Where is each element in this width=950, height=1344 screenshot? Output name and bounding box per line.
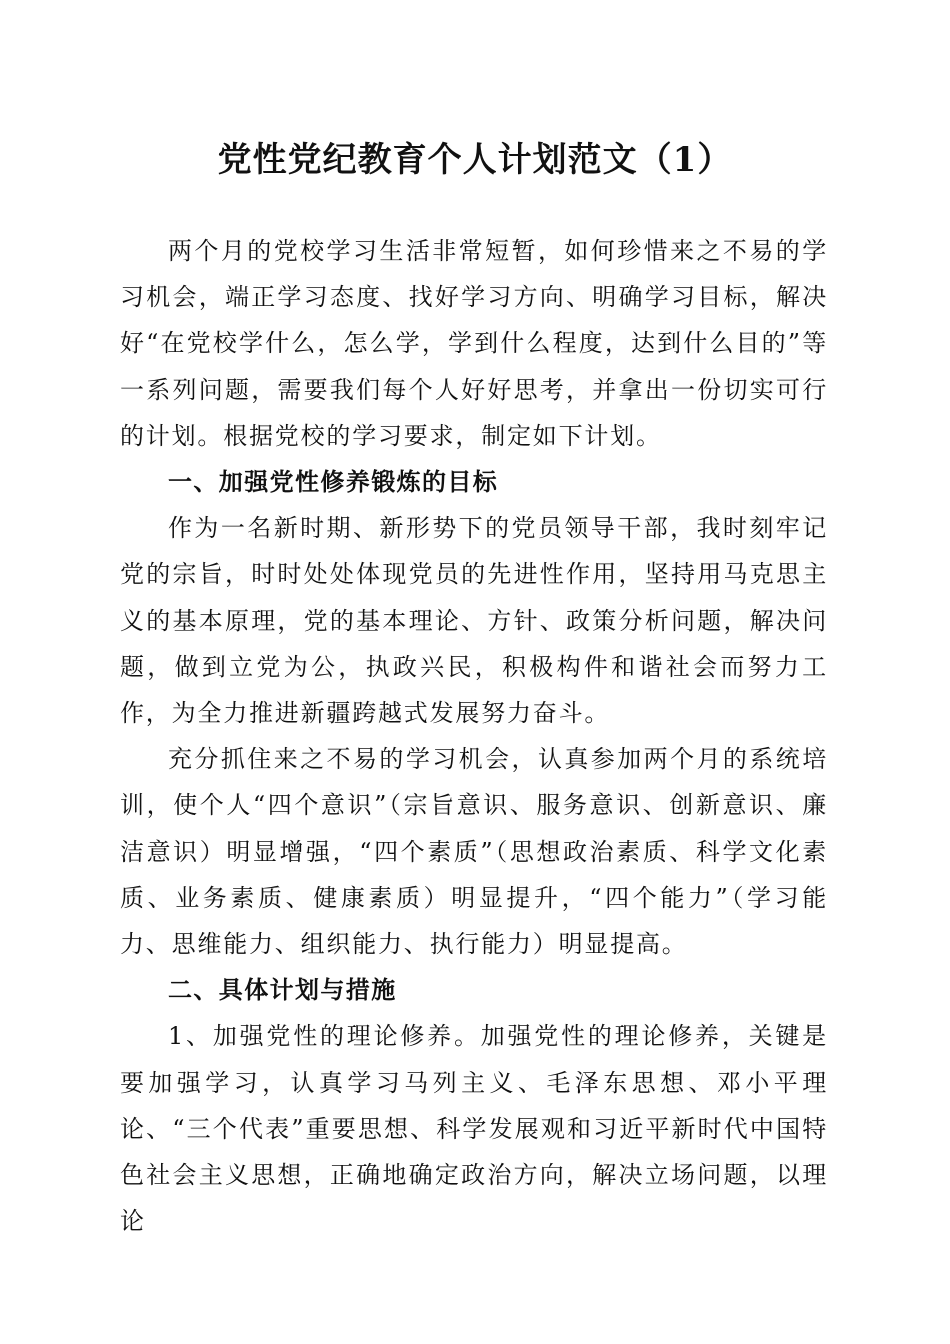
section2-paragraph-1: 1、加强党性的理论修养。加强党性的理论修养，关键是要加强学习，认真学习马列主义、毛泽东思想、邓小平理论、“三个代表”重要思想、科学发展观和习近平新时代中国特色社会主义思想，正确地确定政治方向，解决立场问题，以理论 (120, 1022, 828, 1236)
document-body (120, 228, 828, 1244)
section1-paragraph-2: 充分抓住来之不易的学习机会，认真参加两个月的系统培训，使个人“四个意识”（宗旨意识、服务意识、创新意识、廉洁意识）明显增强，“四个素质”（思想政治素质、科学文化素质、业务素质、健康素质）明显提升，“四个能力”（学习能力、思维能力、组织能力、执行能力）明显提高。 (120, 745, 828, 959)
section-heading-1: 一、加强党性修养锻炼的目标 (168, 468, 499, 497)
page-title: 党性党纪教育个人计划范文（1） (217, 140, 733, 180)
section1-paragraph-1: 作为一名新时期、新形势下的党员领导干部，我时刻牢记党的宗旨，时时处处体现党员的先进性作用，坚持用马克思主义的基本原理，党的基本理论、方针、政策分析问题，解决问题，做到立党为公，执政兴民，积极构件和谐社会而努力工作，为全力推进新疆跨越式发展努力奋斗。 (120, 514, 828, 728)
intro-paragraph: 两个月的党校学习生活非常短暂，如何珍惜来之不易的学习机会，端正学习态度、找好学习方向、明确学习目标，解决好“在党校学什么，怎么学，学到什么程度，达到什么目的”等一系列问题，需要我们每个人好好思考，并拿出一份切实可行的计划。根据党校的学习要求，制定如下计划。 (120, 237, 828, 450)
section-heading-2: 二、具体计划与措施 (168, 976, 397, 1005)
